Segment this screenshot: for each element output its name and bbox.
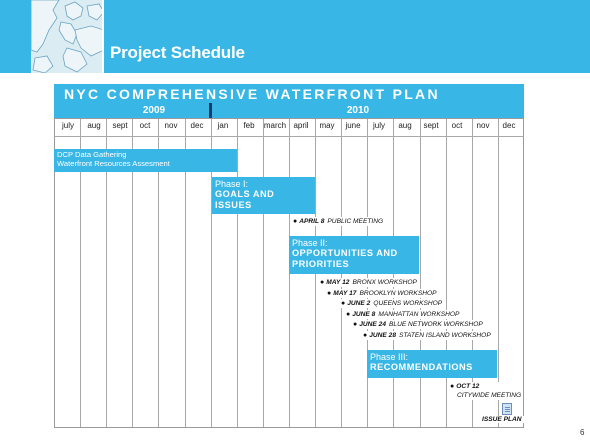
task-dcp-data-gathering — [54, 149, 237, 172]
event-queens-workshop — [339, 299, 444, 308]
grid-column-line — [420, 119, 421, 427]
event-date: OCT 12 — [456, 383, 480, 390]
month-label: april — [293, 121, 309, 130]
month-label: dec — [502, 121, 516, 130]
event-date: JUNE 2 — [347, 300, 371, 307]
month-label: march — [263, 121, 287, 130]
bullet-icon: ● — [363, 332, 368, 339]
map-graphic — [31, 0, 104, 73]
event-date: APRIL 8 — [299, 218, 325, 225]
event-name: STATEN ISLAND WORKSHOP — [399, 332, 491, 339]
phase-3-name: Phase III: — [370, 352, 409, 362]
year-2010-label: 2010 — [346, 105, 370, 116]
page-number: 6 — [580, 428, 585, 437]
event-date: JUNE 24 — [359, 321, 386, 328]
event-name: BLUE NETWORK WORKSHOP — [389, 321, 483, 328]
phase-1-title-line2: ISSUES — [215, 199, 252, 210]
event-date: MAY 12 — [326, 279, 350, 286]
event-brooklyn-workshop — [325, 289, 439, 298]
phase-1-title-line1: GOALS AND — [215, 189, 275, 200]
phase-3-title-line1: RECOMMENDATIONS — [370, 362, 473, 373]
bullet-icon: ● — [346, 311, 351, 318]
month-label: may — [319, 121, 335, 130]
event-bronx-workshop — [318, 278, 419, 287]
bullet-icon: ● — [450, 383, 455, 390]
event-name: BRONX WORKSHOP — [352, 279, 417, 286]
event-name: PUBLIC MEETING — [327, 218, 384, 225]
grid-column-line — [263, 119, 264, 427]
grid-column-line — [498, 119, 499, 427]
month-label: oct — [139, 121, 151, 130]
chart-title: NYC COMPREHENSIVE WATERFRONT PLAN — [54, 84, 524, 104]
phase-2-title-line2: PRIORITIES — [292, 258, 350, 269]
issue-plan-label: ISSUE PLAN — [482, 416, 522, 423]
event-name: CITYWIDE MEETING — [457, 392, 522, 399]
task-dcp-line1: DCP Data Gathering — [57, 150, 127, 159]
month-label: nov — [476, 121, 490, 130]
grid-column-line — [237, 119, 238, 427]
month-label: sept — [423, 121, 439, 130]
event-public-meeting — [291, 217, 385, 226]
month-label: sept — [112, 121, 128, 130]
task-dcp-line2: Waterfront Resources Assesment — [57, 158, 170, 168]
phase-1-box — [212, 177, 315, 214]
event-staten-island-workshop — [361, 331, 493, 340]
bullet-icon: ● — [293, 218, 298, 225]
grid-column-line — [472, 119, 473, 427]
document-icon — [502, 403, 512, 415]
year-2009-label: 2009 — [142, 105, 166, 116]
event-manhattan-workshop — [344, 310, 461, 319]
event-name: BROOKLYN WORKSHOP — [359, 290, 437, 297]
event-name: MANHATTAN WORKSHOP — [378, 311, 460, 318]
month-label: aug — [398, 121, 412, 130]
bullet-icon: ● — [320, 279, 325, 286]
grid-column-line — [446, 119, 447, 427]
month-label: july — [372, 121, 385, 130]
phase-3-box — [367, 350, 497, 378]
month-label: feb — [243, 121, 255, 130]
month-label: june — [345, 121, 361, 130]
event-blue-network-workshop — [351, 320, 485, 329]
month-label: july — [61, 121, 74, 130]
event-date: JUNE 28 — [369, 332, 396, 339]
month-label: aug — [87, 121, 101, 130]
event-citywide-meeting — [448, 382, 523, 400]
slide-title: Project Schedule — [110, 43, 245, 62]
nyc-map-thumbnail — [31, 0, 104, 73]
year-divider — [209, 103, 212, 119]
bullet-icon: ● — [341, 300, 346, 307]
bullet-icon: ● — [327, 290, 332, 297]
phase-2-name: Phase II: — [292, 238, 328, 248]
month-label: nov — [164, 121, 178, 130]
event-date: JUNE 8 — [352, 311, 376, 318]
event-date: MAY 17 — [333, 290, 357, 297]
event-name: QUEENS WORKSHOP — [373, 300, 443, 307]
phase-1-name: Phase I: — [215, 179, 249, 189]
month-label: dec — [190, 121, 204, 130]
month-label: oct — [451, 121, 463, 130]
month-label: jan — [217, 121, 229, 130]
phase-2-box — [289, 236, 419, 274]
phase-2-title-line1: OPPORTUNITIES AND — [292, 248, 398, 259]
bullet-icon: ● — [353, 321, 358, 328]
